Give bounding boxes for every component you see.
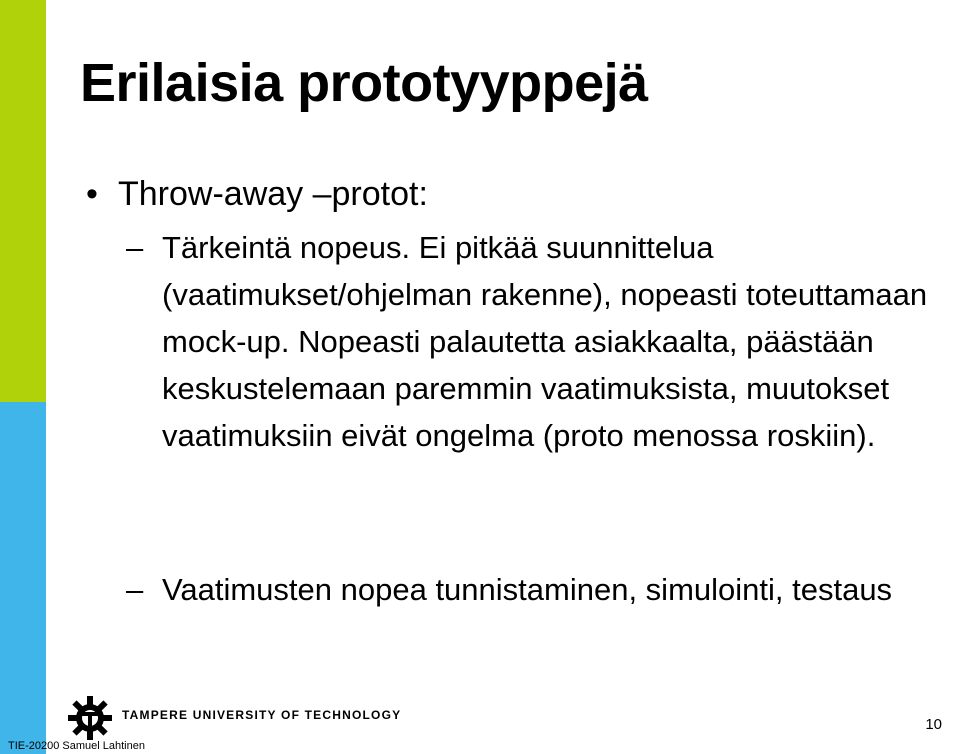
page-number: 10 [925, 716, 942, 733]
organization-name: TAMPERE UNIVERSITY OF TECHNOLOGY [122, 708, 402, 722]
side-accent-green [0, 0, 46, 402]
sub-bullet-marker: – [126, 230, 144, 265]
slide-title: Erilaisia prototyyppejä [80, 53, 648, 113]
sub-bullet-item [126, 566, 936, 613]
sub-bullet-marker: – [126, 572, 144, 607]
side-accent-bar [0, 0, 46, 754]
bullet-marker: • [86, 175, 98, 213]
sub-bullet-item [126, 224, 936, 459]
tut-gear-logo-icon [66, 694, 114, 742]
course-author: TIE-20200 Samuel Lahtinen [8, 740, 145, 752]
side-accent-blue [0, 402, 46, 754]
sub-bullet-text: Tärkeintä nopeus. Ei pitkää suunnittelua (vaatimukset/ohjelman rakenne), nopeasti toteuttamaan mock-up. Nopeasti palautetta asiakkaalta, päästään keskustelemaan paremmin vaatimuksista, muutokset vaatimuksiin eivät ongelma (proto menossa roskiin). [162, 230, 928, 453]
sub-bullet-text: Vaatimusten nopea tunnistaminen, simulointi, testaus [162, 572, 893, 607]
bullet-text: Throw-away –protot: [118, 175, 428, 213]
